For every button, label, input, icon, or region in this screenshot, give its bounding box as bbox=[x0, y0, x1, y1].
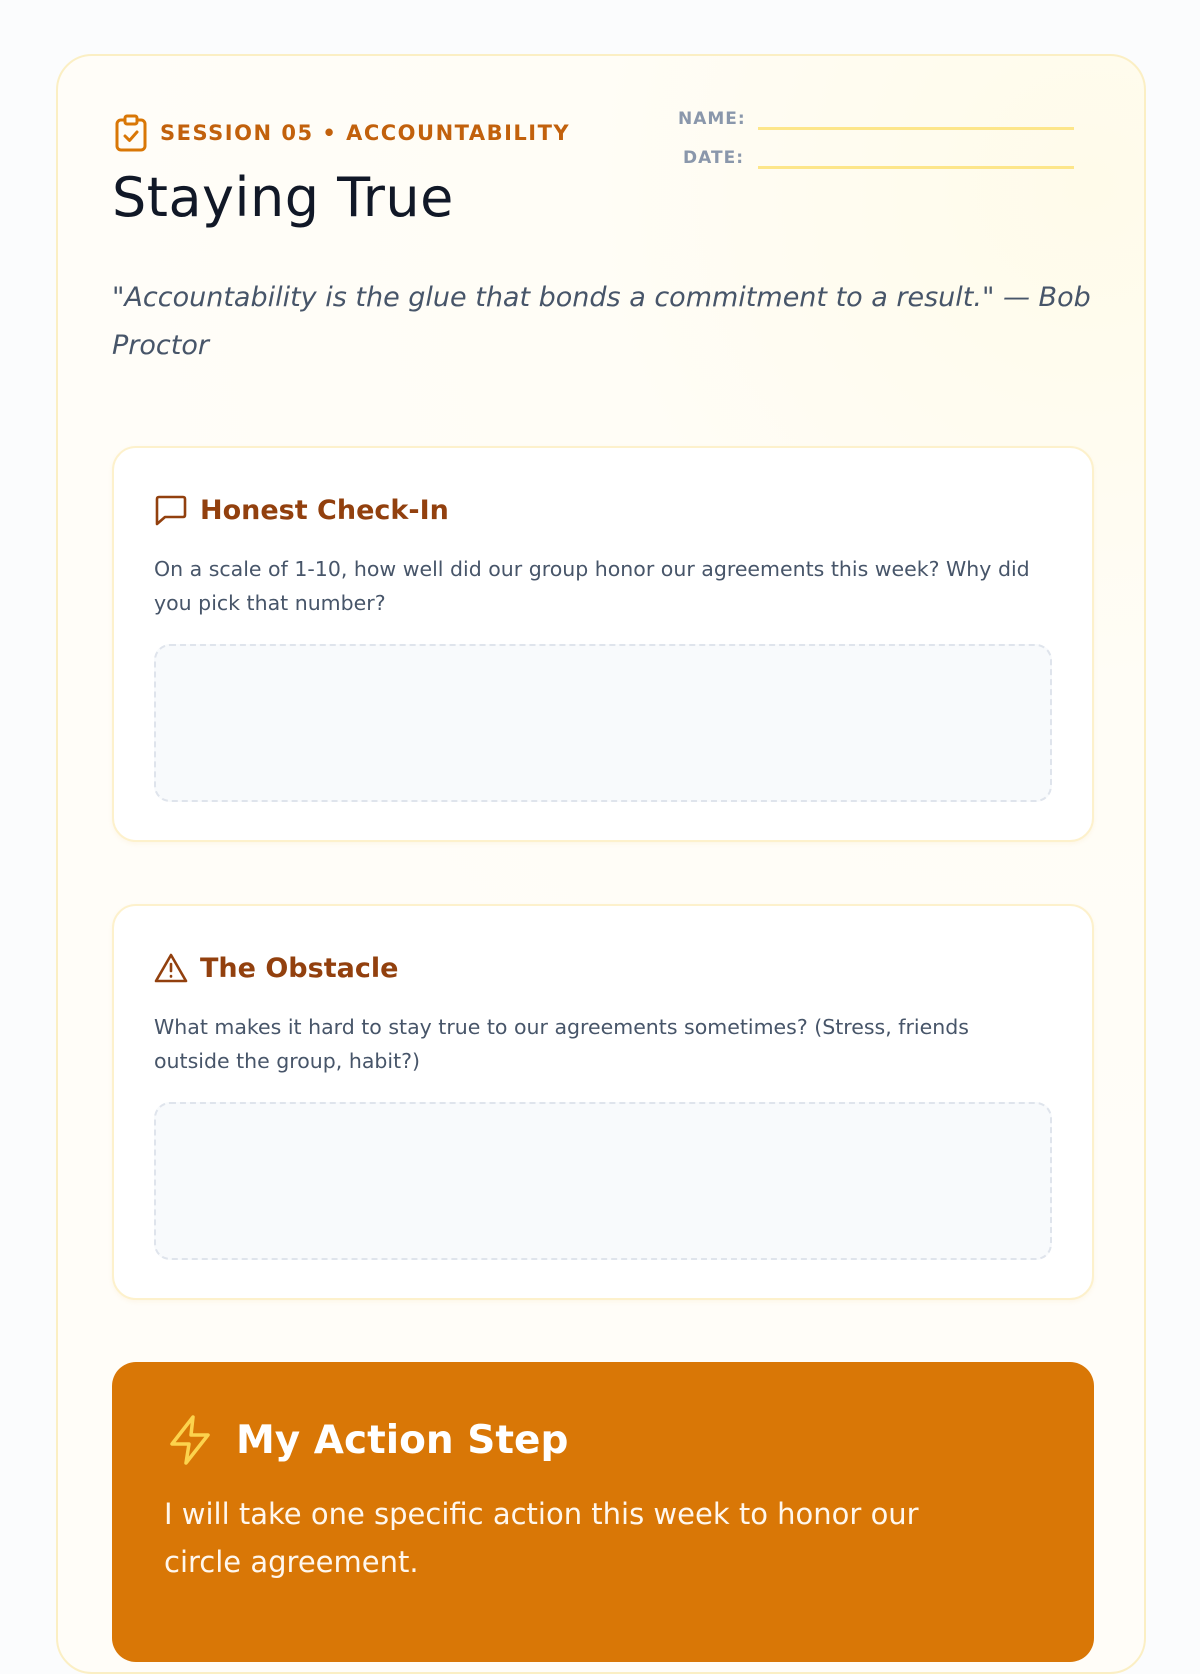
action-text: I will take one specific action this week to honor our circle agreement. bbox=[164, 1497, 919, 1579]
worksheet-page bbox=[56, 54, 1146, 1674]
session-eyebrow bbox=[114, 114, 570, 152]
lightning-bolt-icon bbox=[166, 1414, 214, 1466]
page-title: Staying True bbox=[112, 166, 454, 229]
action-heading: My Action Step bbox=[236, 1417, 569, 1463]
check-in-heading: Honest Check-In bbox=[200, 494, 449, 526]
name-label: NAME: bbox=[678, 109, 746, 129]
check-in-card bbox=[112, 446, 1094, 842]
name-field[interactable] bbox=[678, 108, 1074, 130]
alert-triangle-icon bbox=[154, 952, 188, 984]
obstacle-answer-box[interactable] bbox=[154, 1102, 1052, 1260]
date-input-line[interactable] bbox=[758, 147, 1074, 169]
date-label: DATE: bbox=[683, 148, 744, 168]
action-heading-row bbox=[166, 1414, 568, 1466]
obstacle-card bbox=[112, 904, 1094, 1300]
card-heading bbox=[154, 494, 449, 526]
check-in-prompt: On a scale of 1-10, how well did our group honor our agreements this week? Why did you pick that number? bbox=[154, 557, 1030, 615]
action-step-card bbox=[112, 1362, 1094, 1662]
check-in-answer-box[interactable] bbox=[154, 644, 1052, 802]
clipboard-check-icon bbox=[114, 114, 148, 152]
message-square-icon bbox=[154, 494, 188, 526]
obstacle-heading: The Obstacle bbox=[200, 952, 399, 984]
name-input-line[interactable] bbox=[758, 108, 1074, 130]
date-field[interactable] bbox=[678, 147, 1074, 169]
obstacle-prompt: What makes it hard to stay true to our agreements sometimes? (Stress, friends outside the group, habit?) bbox=[154, 1015, 969, 1073]
card-heading bbox=[154, 952, 398, 984]
session-label: SESSION 05 • ACCOUNTABILITY bbox=[160, 121, 571, 145]
quote: "Accountability is the glue that bonds a commitment to a result." — Bob Proctor bbox=[112, 282, 1091, 361]
